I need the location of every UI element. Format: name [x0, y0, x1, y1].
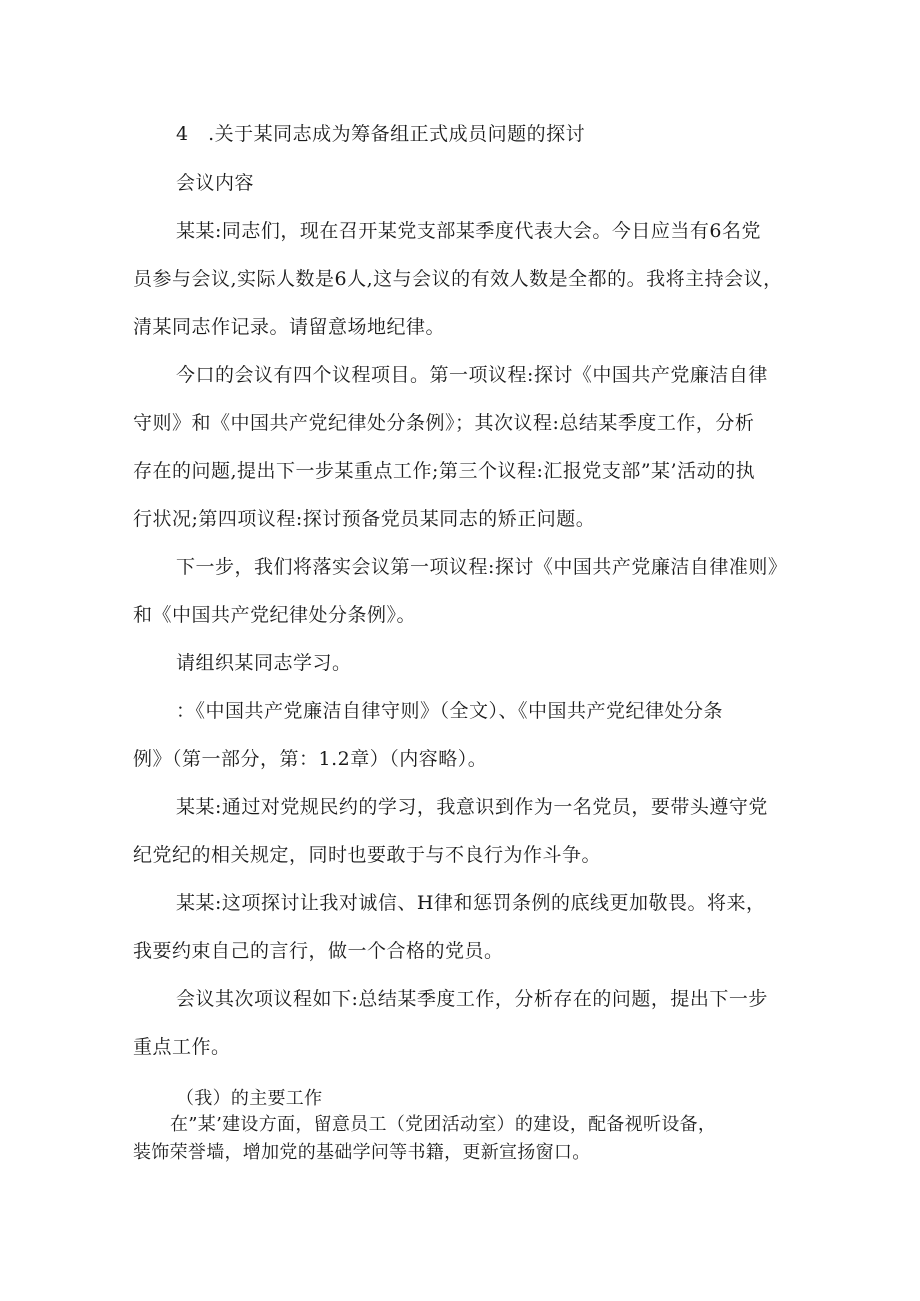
paragraph-3-line-2: 和《中国共产党纪律处分条例》。 [133, 604, 417, 626]
paragraph-1-line-3: 清某同志作记录。请留意场地纪律。 [133, 316, 446, 338]
paragraph-1-line-2: 员参与会议,实际人数是6人,这与会议的有效人数是全都的。我将主持会议， [133, 268, 783, 290]
paragraph-3-line-1: 下一步，我们将落实会议第一项议程:探讨《中国共产党廉洁自律准则》 [176, 556, 788, 578]
paragraph-2-line-3: 存在的问题,提出下一步某重点工作;第三个议程:汇报党支部”某’活动的执 [133, 460, 756, 482]
paragraph-7-line-2: 我要约束自己的言行，做一个合格的党员。 [133, 940, 504, 962]
paragraph-2-line-2: 守则》和《中国共产党纪律处分条例》；其次议程:总结某季度工作，分析 [133, 412, 755, 434]
paragraph-5-line-1: ：《中国共产党廉洁自律守则》（全文）、《中国共产党纪律处分条 [176, 700, 724, 722]
paragraph-8-line-1: 会议其次项议程如下:总结某季度工作，分析存在的问题，提出下一步 [176, 988, 768, 1010]
paragraph-1-line-1: 某某:同志们，现在召开某党支部某季度代表大会。今日应当有6名党 [176, 220, 761, 242]
final-paragraph-line-1: 在”某’建设方面，留意员工（党团活动室）的建设，配备视听设备， [170, 1114, 717, 1135]
paragraph-5-line-2: 例》（第一部分，第：1.2章）（内容略）。 [133, 748, 488, 770]
paragraph-2-line-1: 今口的会议有四个议程项目。第一项议程:探讨《中国共产党廉洁自律 [176, 364, 768, 386]
paragraph-7-line-1: 某某:这项探讨让我对诚信、H律和惩罚条例的底线更加敬畏。将来， [176, 892, 766, 914]
paragraph-4-line-1: 请组织某同志学习。 [176, 652, 352, 674]
paragraph-2-line-4: 行状况;第四项议程:探讨预备党员某同志的矫正问题。 [133, 508, 596, 530]
final-paragraph-line-2: 装饰荣誉墙，增加党的基础学问等书籍，更新宣扬窗口。 [133, 1142, 591, 1163]
paragraph-6-line-1: 某某:通过对党规民约的学习，我意识到作为一名党员，要带头遵守党 [176, 796, 768, 818]
paragraph-6-line-2: 纪党纪的相关规定，同时也要敢于与不良行为作斗争。 [133, 844, 602, 866]
document-heading: 4 .关于某同志成为筹备组正式成员问题的探讨 [176, 123, 586, 145]
section-title: 会议内容 [176, 172, 255, 194]
subheading: （我）的主要工作 [176, 1088, 323, 1109]
paragraph-8-line-2: 重点工作。 [133, 1036, 231, 1058]
